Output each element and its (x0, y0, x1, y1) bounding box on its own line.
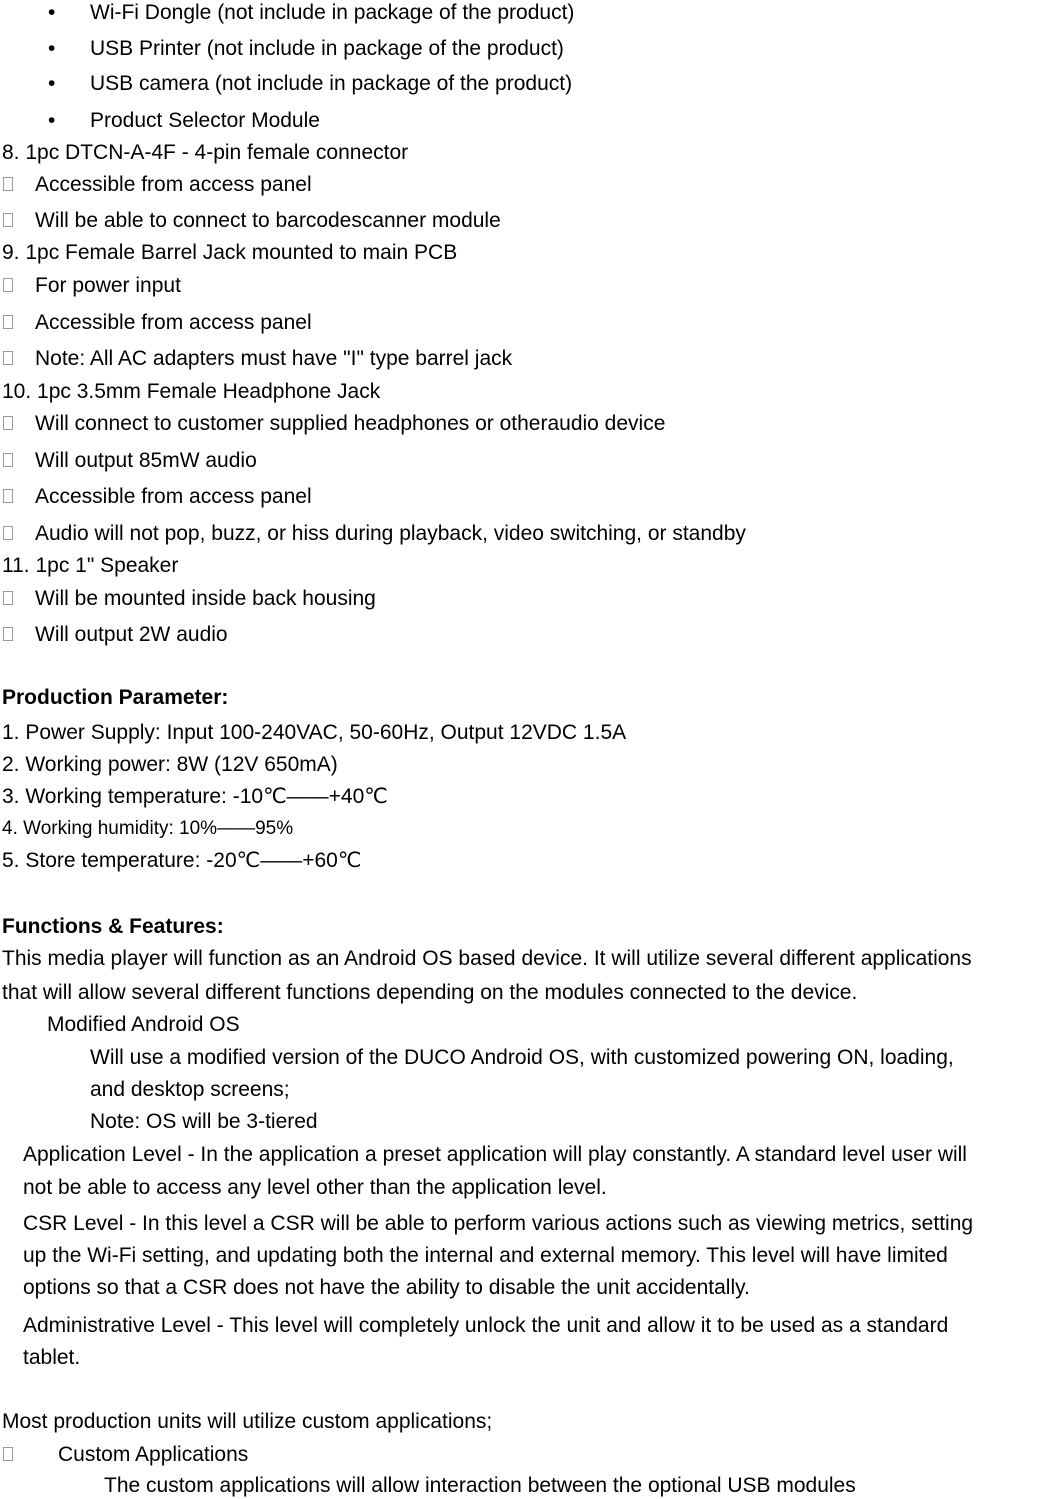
checkbox-glyph-icon (3, 526, 13, 540)
checkbox-glyph-icon (3, 213, 13, 227)
list-item: Wi-Fi Dongle (not include in package of the product) (90, 1, 575, 24)
paragraph-line: not be able to access any level other than the application level. (23, 1176, 607, 1199)
paragraph-line: This media player will function as an Android OS based device. It will utilize several different applications (2, 947, 972, 970)
bullet-dot: • (48, 1, 56, 24)
param-line: 5. Store temperature: -20℃——+60℃ (2, 849, 362, 872)
param-line: 4. Working humidity: 10%——95% (2, 818, 294, 839)
checkbox-glyph-icon (3, 351, 13, 365)
paragraph-line: tablet. (23, 1346, 81, 1369)
custom-title: Custom Applications (58, 1443, 249, 1466)
bullet-dot: • (48, 72, 56, 95)
sub-item: Will connect to customer supplied headphones or otheraudio device (35, 412, 666, 435)
param-line: 2. Working power: 8W (12V 650mA) (2, 753, 338, 776)
section-heading: Production Parameter: (2, 686, 229, 709)
checkbox-glyph-icon (3, 1447, 13, 1461)
paragraph-line: that will allow several different functions depending on the modules connected to the device. (2, 981, 858, 1004)
checkbox-glyph-icon (3, 315, 13, 329)
sub-item: Note: All AC adapters must have "I" type barrel jack (35, 347, 513, 370)
checkbox-glyph-icon (3, 627, 13, 641)
paragraph-line: CSR Level - In this level a CSR will be able to perform various actions such as viewing metrics, setting (23, 1212, 974, 1235)
paragraph-line: and desktop screens; (90, 1078, 290, 1101)
sub-item: Will output 2W audio (35, 623, 228, 646)
bullet-dot: • (48, 37, 56, 60)
sub-item: For power input (35, 274, 181, 297)
paragraph-line: up the Wi-Fi setting, and updating both the internal and external memory. This level will have limited (23, 1244, 948, 1267)
list-item: USB Printer (not include in package of the product) (90, 37, 564, 60)
item-title: 10. 1pc 3.5mm Female Headphone Jack (2, 380, 381, 403)
list-item: USB camera (not include in package of the product) (90, 72, 573, 95)
sub-item: Will be mounted inside back housing (35, 587, 376, 610)
paragraph-line: Administrative Level - This level will completely unlock the unit and allow it to be used as a standard (23, 1314, 949, 1337)
sub-item: Will be able to connect to barcodescanner module (35, 209, 501, 232)
paragraph-line: The custom applications will allow interaction between the optional USB modules (104, 1474, 856, 1497)
sub-item: Accessible from access panel (35, 311, 312, 334)
section-heading: Functions & Features: (2, 915, 224, 938)
checkbox-glyph-icon (3, 489, 13, 503)
paragraph-line: Note: OS will be 3-tiered (90, 1110, 318, 1133)
paragraph-line: options so that a CSR does not have the ability to disable the unit accidentally. (23, 1276, 750, 1299)
item-title: 11. 1pc 1" Speaker (2, 554, 179, 577)
item-title: 9. 1pc Female Barrel Jack mounted to main PCB (2, 241, 458, 264)
paragraph-line: Application Level - In the application a preset application will play constantly. A standard level user will (23, 1143, 967, 1166)
checkbox-glyph-icon (3, 591, 13, 605)
os-title: Modified Android OS (47, 1013, 240, 1036)
param-line: 3. Working temperature: -10℃——+40℃ (2, 785, 388, 808)
sub-item: Will output 85mW audio (35, 449, 257, 472)
param-line: 1. Power Supply: Input 100-240VAC, 50-60Hz, Output 12VDC 1.5A (2, 721, 627, 744)
paragraph-line: Most production units will utilize custom applications; (2, 1410, 493, 1433)
item-title: 8. 1pc DTCN-A-4F - 4-pin female connector (2, 141, 409, 164)
bullet-dot: • (48, 109, 56, 132)
sub-item: Accessible from access panel (35, 173, 312, 196)
checkbox-glyph-icon (3, 177, 13, 191)
sub-item: Audio will not pop, buzz, or hiss during playback, video switching, or standby (35, 522, 746, 545)
checkbox-glyph-icon (3, 416, 13, 430)
paragraph-line: Will use a modified version of the DUCO Android OS, with customized powering ON, loading, (90, 1046, 954, 1069)
checkbox-glyph-icon (3, 278, 13, 292)
sub-item: Accessible from access panel (35, 485, 312, 508)
checkbox-glyph-icon (3, 453, 13, 467)
list-item: Product Selector Module (90, 109, 320, 132)
